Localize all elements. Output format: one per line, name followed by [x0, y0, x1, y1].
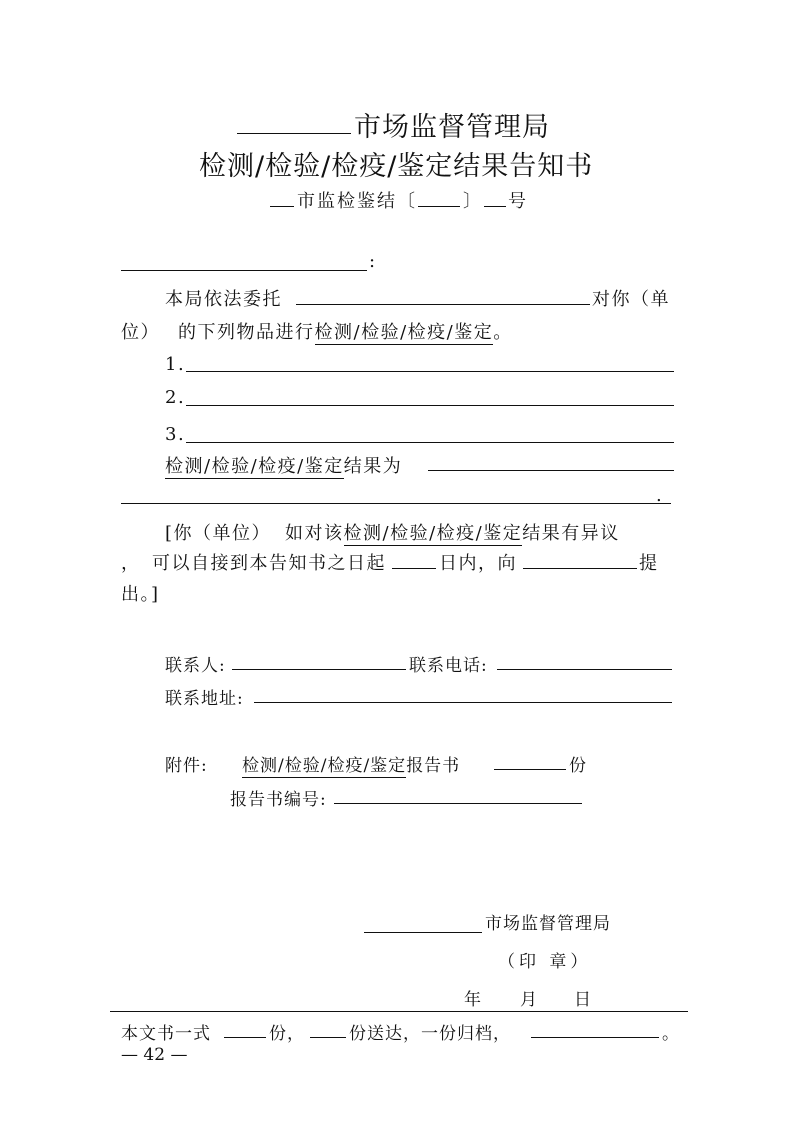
page-title-line2: 检测/检验/检疫/鉴定结果告知书 — [199, 151, 594, 182]
doc-no-year-blank[interactable] — [418, 206, 460, 207]
contact-address-blank[interactable] — [254, 702, 672, 703]
footer-delivered-copies-blank[interactable] — [310, 1037, 346, 1038]
signature-seal: （印 章） — [498, 952, 592, 972]
entrust-text-c: 位） — [121, 322, 160, 343]
signature-authority-blank[interactable] — [364, 932, 482, 933]
signature-authority: 市场监督管理局 — [485, 914, 611, 934]
signature-day: 日 — [574, 990, 592, 1010]
objection-text-g: 提 — [639, 553, 659, 574]
doc-no-region-blank[interactable] — [270, 206, 294, 207]
objection-comma: ， — [121, 553, 141, 574]
result-label: 检测/检验/检疫/鉴定结果为 — [165, 456, 403, 477]
signature-month: 月 — [520, 990, 538, 1010]
doc-no-suffix: 号 — [508, 191, 528, 212]
result-type: 检测/检验/检疫/鉴定 — [165, 456, 344, 477]
attachment-type: 检测/检验/检疫/鉴定 — [242, 756, 407, 776]
item-1-number: 1. — [165, 354, 186, 375]
doc-no-bracket-close: 〕 — [463, 191, 483, 212]
signature-year: 年 — [464, 990, 482, 1010]
doc-no-number-blank[interactable] — [484, 206, 506, 207]
result-blank-2[interactable] — [121, 503, 671, 504]
objection-text-f: 日内，向 — [439, 553, 517, 574]
footer-text-b: 份， — [269, 1024, 305, 1044]
footer-text-d: 。 — [662, 1024, 680, 1044]
item-3-number: 3. — [165, 424, 186, 445]
objection-type: 检测/检验/检疫/鉴定 — [343, 523, 523, 544]
recipient-colon: : — [369, 251, 377, 272]
report-number-label: 报告书编号: — [230, 790, 327, 810]
footer-rule — [110, 1011, 688, 1012]
item-2-number: 2. — [165, 387, 186, 408]
attachment-copies-blank[interactable] — [494, 769, 566, 770]
footer-text-c: 份送达，一份归档， — [349, 1024, 511, 1044]
objection-text-h: 出。] — [121, 584, 160, 605]
entrust-text-b: 对你（单 — [592, 289, 670, 310]
attachment-label: 附件: — [165, 756, 208, 776]
entrust-text-a: 本局依法委托 — [165, 289, 282, 310]
result-end: . — [656, 485, 664, 506]
objection-text-e: 可以自接到本告知书之日起 — [152, 553, 386, 574]
page-title-line1: 市场监督管理局 — [354, 112, 550, 143]
report-number-blank[interactable] — [334, 803, 582, 804]
recipient-blank[interactable] — [121, 270, 367, 271]
entrusted-agency-blank[interactable] — [296, 304, 590, 305]
objection-agency-blank[interactable] — [523, 568, 637, 569]
entrust-type: 检测/检验/检疫/鉴定 — [314, 322, 494, 343]
objection-days-blank[interactable] — [392, 568, 436, 569]
attachment-report: 检测/检验/检疫/鉴定报告书 — [242, 756, 461, 776]
contact-person-blank[interactable] — [232, 669, 406, 670]
item-1-blank[interactable] — [186, 371, 674, 372]
result-blank-1[interactable] — [428, 470, 674, 471]
contact-phone-blank[interactable] — [497, 669, 672, 670]
attachment-copies: 份 — [569, 756, 587, 776]
entrust-text-d: 的下列物品进行检测/检验/检疫/鉴定。 — [178, 322, 513, 343]
item-2-blank[interactable] — [186, 405, 674, 406]
objection-line1: [你（单位） 如对该检测/检验/检疫/鉴定结果有异议 — [165, 523, 620, 544]
page-number: — 42 — — [121, 1045, 188, 1065]
footer-total-copies-blank[interactable] — [224, 1037, 266, 1038]
contact-address-label: 联系地址: — [165, 689, 244, 709]
contact-phone-label: 联系电话: — [409, 656, 488, 676]
authority-name-blank[interactable] — [237, 133, 351, 134]
contact-person-label: 联系人: — [165, 656, 226, 676]
footer-text-a: 本文书一式 — [121, 1024, 211, 1044]
footer-other-blank[interactable] — [531, 1037, 659, 1038]
doc-no-prefix: 市监检鉴结〔 — [297, 191, 417, 212]
item-3-blank[interactable] — [186, 442, 674, 443]
